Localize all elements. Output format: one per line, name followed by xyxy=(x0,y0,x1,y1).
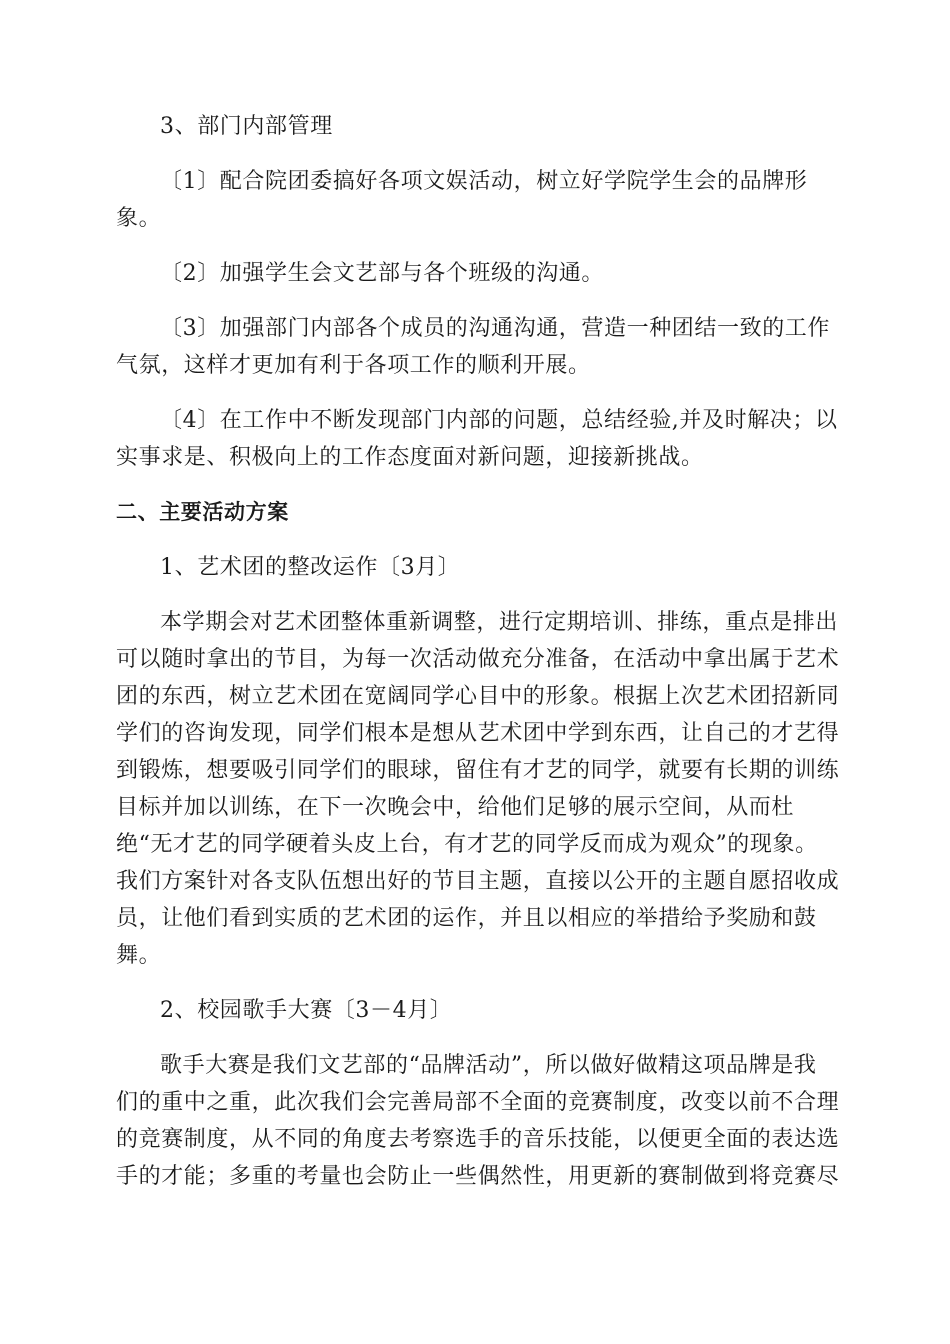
mgmt-item-line: 〔4〕在工作中不断发现部门内部的问题，总结经验,并及时解决；以 xyxy=(160,408,838,433)
paragraph-line: 们的重中之重，此次我们会完善局部不全面的竞赛制度，改变以前不合理 xyxy=(116,1090,840,1115)
mgmt-item-line: 气氛，这样才更加有利于各项工作的顺利开展。 xyxy=(116,353,591,378)
paragraph-line: 目标并加以训练，在下一次晚会中，给他们足够的展示空间，从而杜 xyxy=(116,795,795,820)
paragraph-line: 手的才能；多重的考量也会防止一些偶然性，用更新的赛制做到将竞赛尽 xyxy=(116,1164,840,1189)
mgmt-item-3 xyxy=(116,310,836,384)
activity-1-paragraph xyxy=(116,604,840,974)
paragraph-line: 我们方案针对各支队伍想出好的节目主题，直接以公开的主题自愿招收成 xyxy=(116,869,840,894)
mgmt-item-line: 〔3〕加强部门内部各个成员的沟通沟通，营造一种团结一致的工作 xyxy=(160,316,830,341)
paragraph-line: 绝“无才艺的同学硬着头皮上台，有才艺的同学反而成为观众”的现象。 xyxy=(116,832,818,857)
paragraph-line: 本学期会对艺术团整体重新调整，进行定期培训、排练，重点是排出 xyxy=(160,610,839,635)
mgmt-item-line: 〔1〕配合院团委搞好各项文娱活动，树立好学院学生会的品牌形 xyxy=(160,169,808,194)
document-page xyxy=(116,108,840,1195)
mgmt-item-2 xyxy=(116,255,836,292)
activity-2-paragraph xyxy=(116,1047,840,1195)
activity-1-title: 1、艺术团的整改运作〔3月〕 xyxy=(160,555,461,580)
paragraph-line: 团的东西，树立艺术团在宽阔同学心目中的形象。根据上次艺术团招新同 xyxy=(116,684,840,709)
paragraph-line: 员，让他们看到实质的艺术团的运作，并且以相应的举措给予奖励和鼓 xyxy=(116,906,817,931)
mgmt-item-line: 象。 xyxy=(116,206,162,231)
paragraph-line: 歌手大赛是我们文艺部的“品牌活动”，所以做好做精这项品牌是我 xyxy=(160,1053,817,1078)
paragraph-line: 到锻炼，想要吸引同学们的眼球，留住有才艺的同学，就要有长期的训练 xyxy=(116,758,840,783)
mgmt-item-line: 实事求是、积极向上的工作态度面对新问题，迎接新挑战。 xyxy=(116,445,704,470)
paragraph-line: 可以随时拿出的节目，为每一次活动做充分准备，在活动中拿出属于艺术 xyxy=(116,647,840,672)
mgmt-item-4 xyxy=(116,402,836,476)
section-heading-main-activities: 二、主要活动方案 xyxy=(116,500,289,524)
paragraph-line: 学们的咨询发现，同学们根本是想从艺术团中学到东西，让自己的才艺得 xyxy=(116,721,840,746)
activity-2-title: 2、校园歌手大赛〔3－4月〕 xyxy=(160,998,453,1023)
mgmt-item-line: 〔2〕加强学生会文艺部与各个班级的沟通。 xyxy=(160,261,604,286)
paragraph-line: 舞。 xyxy=(116,943,162,968)
section-3-title: 3、部门内部管理 xyxy=(160,114,333,139)
paragraph-line: 的竞赛制度，从不同的角度去考察选手的音乐技能，以便更全面的表达选 xyxy=(116,1127,840,1152)
mgmt-item-1 xyxy=(116,163,836,237)
